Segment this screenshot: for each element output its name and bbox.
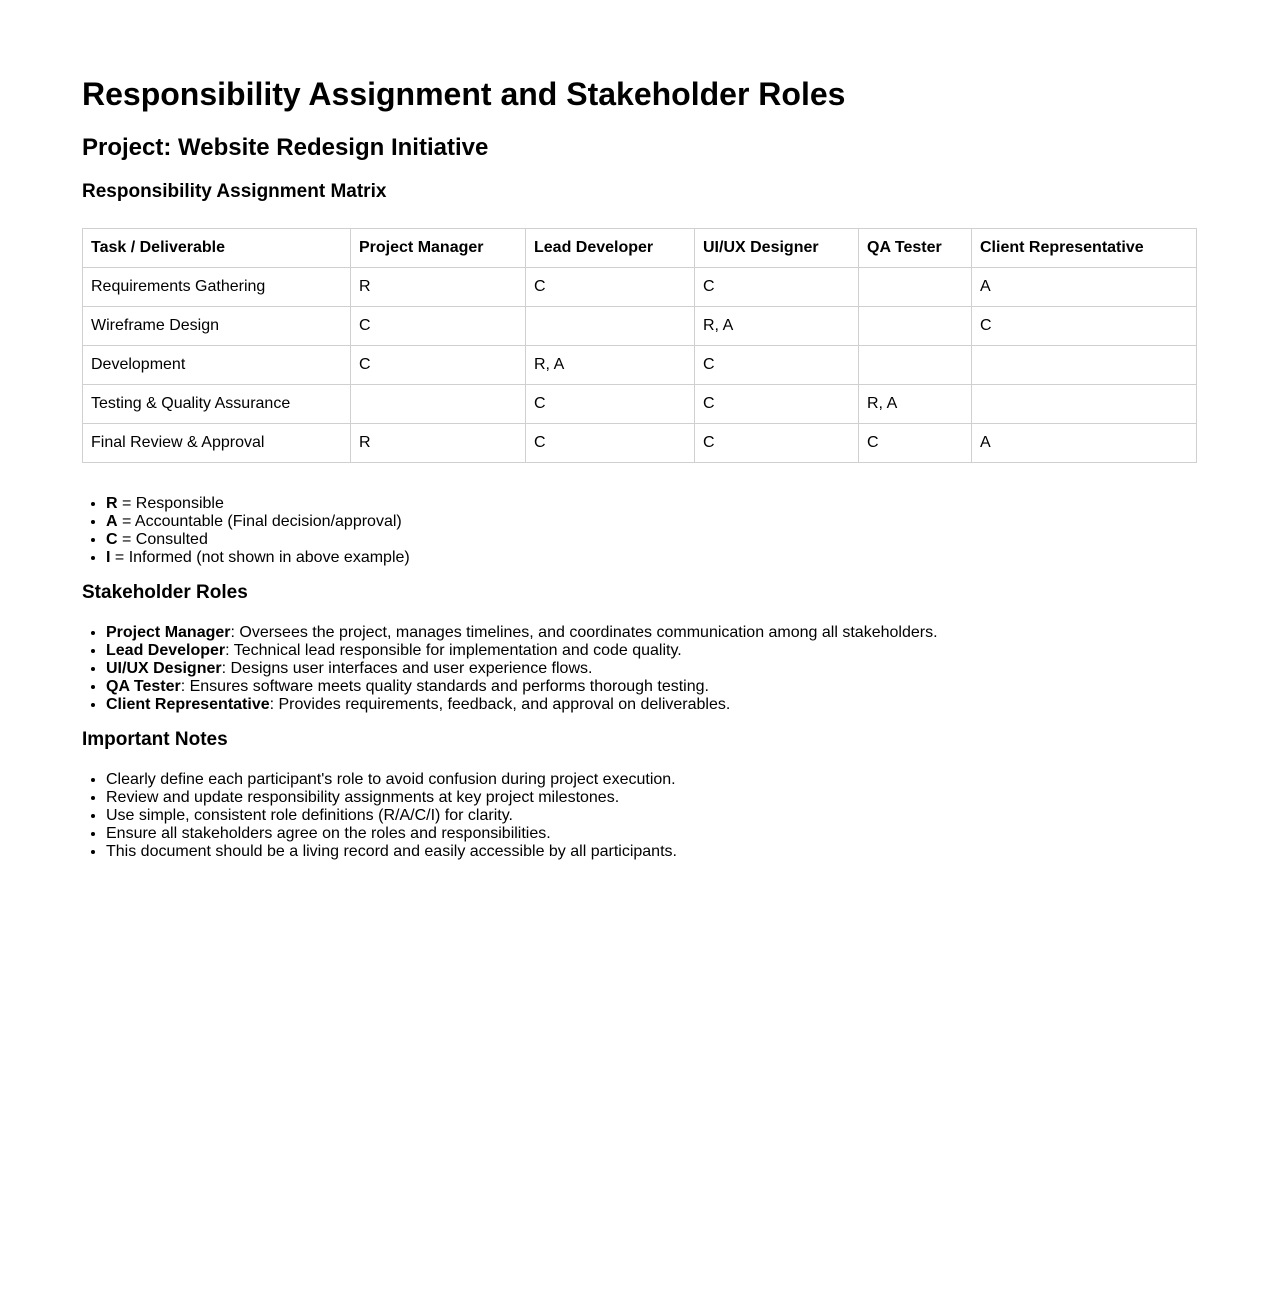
role-desc: : Oversees the project, manages timelines, and coordinates communication among all stakeholders. (230, 624, 938, 641)
table-cell: C (695, 385, 859, 424)
table-row (83, 385, 1197, 424)
legend-key: A (106, 513, 118, 530)
header-project-manager: Project Manager (351, 229, 526, 268)
table-cell: R (351, 268, 526, 307)
list-item (106, 678, 938, 696)
table-cell (351, 385, 526, 424)
table-cell: A (972, 268, 1197, 307)
table-cell (859, 346, 972, 385)
table-cell: C (351, 307, 526, 346)
table-cell: C (526, 385, 695, 424)
table-cell: C (351, 346, 526, 385)
role-desc: : Provides requirements, feedback, and approval on deliverables. (269, 696, 731, 713)
legend-key: R (106, 495, 118, 512)
table-cell: A (972, 424, 1197, 463)
roles-heading: Stakeholder Roles (82, 582, 248, 603)
header-client-representative: Client Representative (972, 229, 1197, 268)
table-cell: Testing & Quality Assurance (83, 385, 351, 424)
table-cell: R, A (859, 385, 972, 424)
list-item: • This document should be a living record and easily accessible by all participants. (106, 843, 677, 861)
table-cell (526, 307, 695, 346)
table-cell: C (526, 268, 695, 307)
matrix-heading: Responsibility Assignment Matrix (82, 181, 387, 202)
legend-desc: = Consulted (117, 531, 208, 548)
table-cell (859, 268, 972, 307)
project-subtitle: Project: Website Redesign Initiative (82, 134, 489, 161)
role-name: Client Representative (106, 696, 270, 713)
legend-item (106, 531, 410, 549)
raci-matrix-table (82, 228, 1197, 463)
list-item: • Ensure all stakeholders agree on the roles and responsibilities. (106, 825, 677, 843)
table-cell: C (695, 424, 859, 463)
role-desc: : Technical lead responsible for implementation and code quality. (225, 642, 682, 659)
table-cell: R, A (526, 346, 695, 385)
legend-item (106, 513, 410, 531)
legend-item (106, 549, 410, 567)
table-cell: C (695, 268, 859, 307)
role-desc: : Designs user interfaces and user experience flows. (221, 660, 593, 677)
role-name: Lead Developer (106, 642, 226, 659)
header-uiux-designer: UI/UX Designer (695, 229, 859, 268)
role-name: QA Tester (106, 678, 181, 695)
table-header-row (83, 229, 1197, 268)
list-item (106, 642, 938, 660)
table-cell: Final Review & Approval (83, 424, 351, 463)
table-cell (859, 307, 972, 346)
table-row (83, 268, 1197, 307)
table-row (83, 346, 1197, 385)
list-item (106, 660, 938, 678)
table-cell: R (351, 424, 526, 463)
role-desc: : Ensures software meets quality standards and performs thorough testing. (180, 678, 709, 695)
legend-desc: = Accountable (Final decision/approval) (117, 513, 402, 530)
list-item: • Clearly define each participant's role to avoid confusion during project execution. (106, 771, 677, 789)
table-row (83, 307, 1197, 346)
header-task: Task / Deliverable (83, 229, 351, 268)
stakeholder-roles-list (82, 624, 938, 714)
header-qa-tester: QA Tester (859, 229, 972, 268)
table-cell: Development (83, 346, 351, 385)
table-cell: C (972, 307, 1197, 346)
table-row (83, 424, 1197, 463)
table-cell: C (695, 346, 859, 385)
legend-item (106, 495, 410, 513)
table-cell: Wireframe Design (83, 307, 351, 346)
legend-key: I (106, 549, 111, 566)
list-item (106, 696, 938, 714)
table-cell (972, 346, 1197, 385)
raci-legend-list (82, 495, 410, 567)
role-name: UI/UX Designer (106, 660, 222, 677)
header-lead-developer: Lead Developer (526, 229, 695, 268)
legend-desc: = Responsible (117, 495, 224, 512)
important-notes-list (82, 771, 677, 861)
page-title: Responsibility Assignment and Stakeholder Roles (82, 76, 846, 112)
list-item: • Review and update responsibility assignments at key project milestones. (106, 789, 677, 807)
table-cell (972, 385, 1197, 424)
list-item: • Use simple, consistent role definitions (R/A/C/I) for clarity. (106, 807, 677, 825)
legend-key: C (106, 531, 118, 548)
table-cell: Requirements Gathering (83, 268, 351, 307)
list-item (106, 624, 938, 642)
legend-desc: = Informed (not shown in above example) (110, 549, 410, 566)
notes-heading: Important Notes (82, 729, 228, 750)
table-cell: C (859, 424, 972, 463)
table-cell: R, A (695, 307, 859, 346)
table-cell: C (526, 424, 695, 463)
role-name: Project Manager (106, 624, 231, 641)
